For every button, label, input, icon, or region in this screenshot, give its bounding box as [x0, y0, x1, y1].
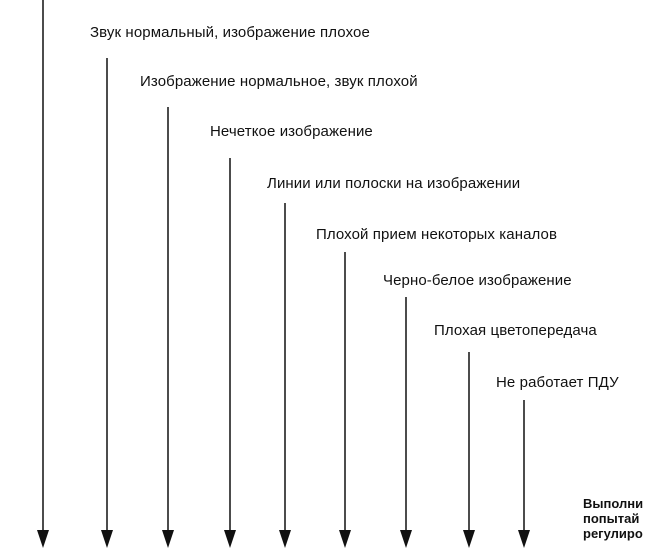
symptom-label-1: Звук нормальный, изображение плохое: [90, 24, 370, 41]
symptom-label-3: Нечеткое изображение: [210, 123, 373, 140]
arrow-symptom-8: [518, 400, 530, 548]
arrow-symptom-3: [224, 158, 236, 548]
arrow-symptom-0: [37, 0, 49, 548]
arrow-symptom-7: [463, 352, 475, 548]
action-note: [583, 496, 643, 541]
symptom-label-2: Изображение нормальное, звук плохой: [140, 73, 418, 90]
symptom-label-5: Плохой прием некоторых каналов: [316, 226, 558, 243]
symptom-label-6: Черно-белое изображение: [383, 272, 572, 289]
arrow-symptom-6: [400, 297, 412, 548]
arrow-symptom-4: [279, 203, 291, 548]
action-note-line-3: регулиро: [583, 526, 643, 541]
arrow-symptom-1: [101, 58, 113, 548]
action-note-line-1: Выполни: [583, 496, 644, 511]
symptom-label-4: Линии или полоски на изображении: [267, 175, 521, 192]
arrow-symptom-2: [162, 107, 174, 548]
symptom-label-8: Не работает ПДУ: [496, 374, 619, 391]
action-note-line-2: попытай: [583, 511, 640, 526]
symptom-label-7: Плохая цветопередача: [434, 322, 597, 339]
arrow-symptom-5: [339, 252, 351, 548]
